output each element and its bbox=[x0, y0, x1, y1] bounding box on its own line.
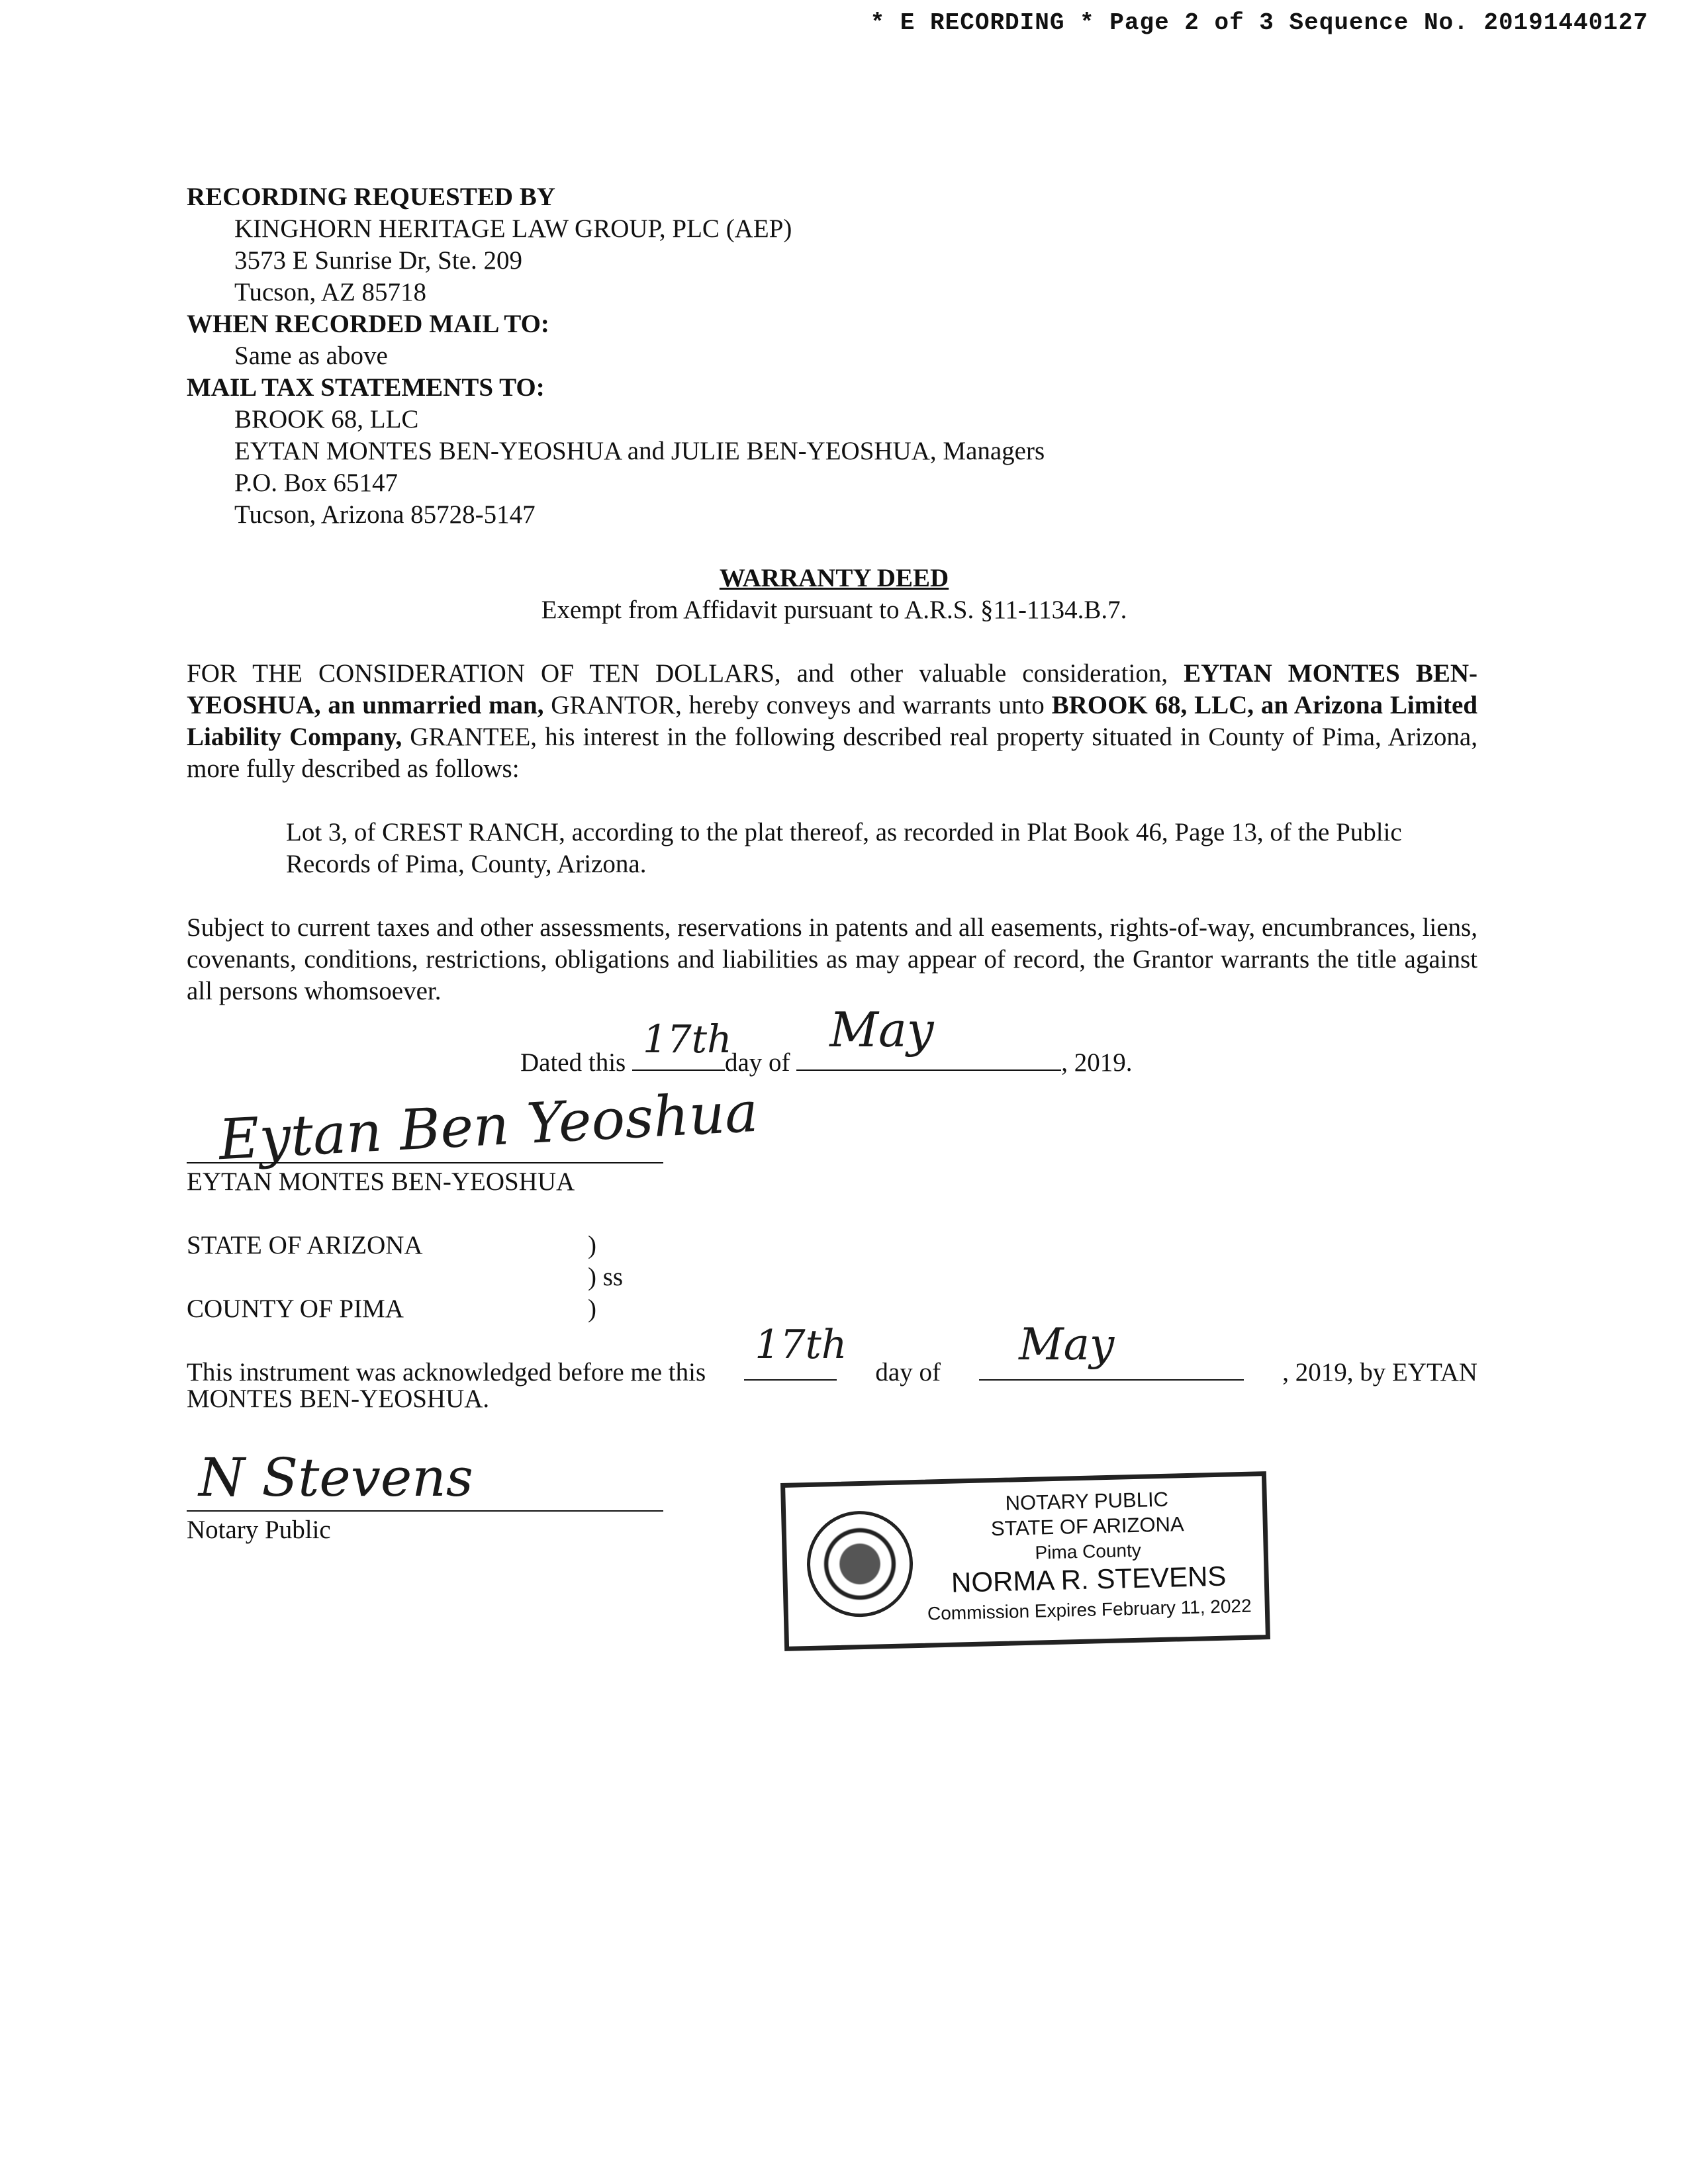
handwritten-month: May bbox=[1019, 1319, 1115, 1370]
recording-requested-label: RECORDING REQUESTED BY bbox=[187, 183, 555, 211]
stamp-line: NOTARY PUBLIC bbox=[1005, 1487, 1169, 1515]
tax-line: P.O. Box 65147 bbox=[234, 469, 399, 497]
stamp-line: Pima County bbox=[1035, 1539, 1142, 1563]
dated-month-blank bbox=[796, 1002, 1061, 1071]
dated-line bbox=[520, 1002, 1133, 1079]
grantor-signature-line bbox=[187, 1162, 663, 1163]
notary-signature-line bbox=[187, 1510, 663, 1512]
mail-to-label: WHEN RECORDED MAIL TO: bbox=[187, 310, 549, 338]
venue-county: COUNTY OF PIMA bbox=[187, 1295, 404, 1323]
tax-statements-label: MAIL TAX STATEMENTS TO: bbox=[187, 373, 545, 402]
grantee-name: BROOK 68, LLC, an Arizona Limited Liability Company, bbox=[187, 691, 1477, 751]
grantor-signature: Eytan Ben Yeoshua bbox=[216, 1079, 760, 1173]
grantor-name: EYTAN MONTES BEN-YEOSHUA, an unmarried man, bbox=[187, 659, 1478, 719]
tax-line: EYTAN MONTES BEN-YEOSHUA and JULIE BEN-YEOSHUA, Managers bbox=[234, 437, 1045, 465]
requester-line: 3573 E Sunrise Dr, Ste. 209 bbox=[234, 246, 522, 275]
requester-line: KINGHORN HERITAGE LAW GROUP, PLC (AEP) bbox=[234, 214, 792, 243]
notary-signature: N Stevens bbox=[199, 1447, 473, 1508]
requester-line: Tucson, AZ 85718 bbox=[234, 278, 427, 306]
venue-paren: ) bbox=[588, 1231, 596, 1259]
notary-stamp bbox=[780, 1471, 1270, 1651]
stamp-line: STATE OF ARIZONA bbox=[990, 1512, 1184, 1541]
tax-line: Tucson, Arizona 85728-5147 bbox=[234, 500, 536, 529]
legal-description: Lot 3, of CREST RANCH, according to the plat thereof, as recorded in Plat Book 46, Page 13, of the Public Records of Pima, County, Arizona. bbox=[286, 818, 1402, 878]
handwritten-day: 17th bbox=[642, 1017, 732, 1062]
ack-prefix: This instrument was acknowledged before me this bbox=[187, 1358, 706, 1387]
venue-ss: ) ss bbox=[588, 1263, 624, 1291]
ack-mid: day of bbox=[875, 1358, 941, 1387]
consideration-paragraph bbox=[187, 658, 1477, 785]
grantor-printed-name: EYTAN MONTES BEN-YEOSHUA bbox=[187, 1167, 575, 1196]
ack-month-blank bbox=[979, 1319, 1244, 1381]
mail-to-line: Same as above bbox=[234, 341, 388, 370]
dated-mid: day of bbox=[724, 1048, 790, 1077]
consideration-text: GRANTOR, hereby conveys and warrants unto bbox=[543, 691, 1052, 719]
dated-suffix: , 2019. bbox=[1061, 1048, 1133, 1077]
ack-suffix: , 2019, by EYTAN bbox=[1282, 1358, 1477, 1387]
recording-header: * E RECORDING * Page 2 of 3 Sequence No. 20191440127 bbox=[870, 9, 1648, 36]
subject-paragraph: Subject to current taxes and other assessments, reservations in patents and all easements, rights-of-way, encumbrances, liens, covenants, conditions, restrictions, obligations and liabilities as may appear of record, the Grantor warrants the title against all persons whomsoever. bbox=[187, 913, 1477, 1005]
ack-line2: MONTES BEN-YEOSHUA. bbox=[187, 1385, 490, 1413]
handwritten-month: May bbox=[829, 1002, 934, 1058]
tax-line: BROOK 68, LLC bbox=[234, 405, 419, 433]
deed-title: WARRANTY DEED bbox=[719, 564, 949, 592]
dated-prefix: Dated this bbox=[520, 1048, 626, 1077]
consideration-text: FOR THE CONSIDERATION OF TEN DOLLARS, and other valuable consideration, bbox=[187, 659, 1184, 688]
state-seal-icon bbox=[806, 1510, 914, 1618]
stamp-commission: Commission Expires February 11, 2022 bbox=[927, 1595, 1252, 1624]
handwritten-day: 17th bbox=[755, 1322, 847, 1368]
venue-paren: ) bbox=[588, 1295, 596, 1323]
dated-day-blank bbox=[632, 1017, 732, 1071]
notary-label: Notary Public bbox=[187, 1516, 331, 1544]
ack-day-blank bbox=[744, 1322, 847, 1381]
stamp-notary-name: NORMA R. STEVENS bbox=[951, 1560, 1227, 1598]
consideration-text: GRANTEE, his interest in the following described real property situated in County of Pima, Arizona, more fully described as follows: bbox=[187, 723, 1477, 783]
exempt-note: Exempt from Affidavit pursuant to A.R.S. §11-1134.B.7. bbox=[541, 596, 1127, 624]
venue-state: STATE OF ARIZONA bbox=[187, 1231, 423, 1259]
